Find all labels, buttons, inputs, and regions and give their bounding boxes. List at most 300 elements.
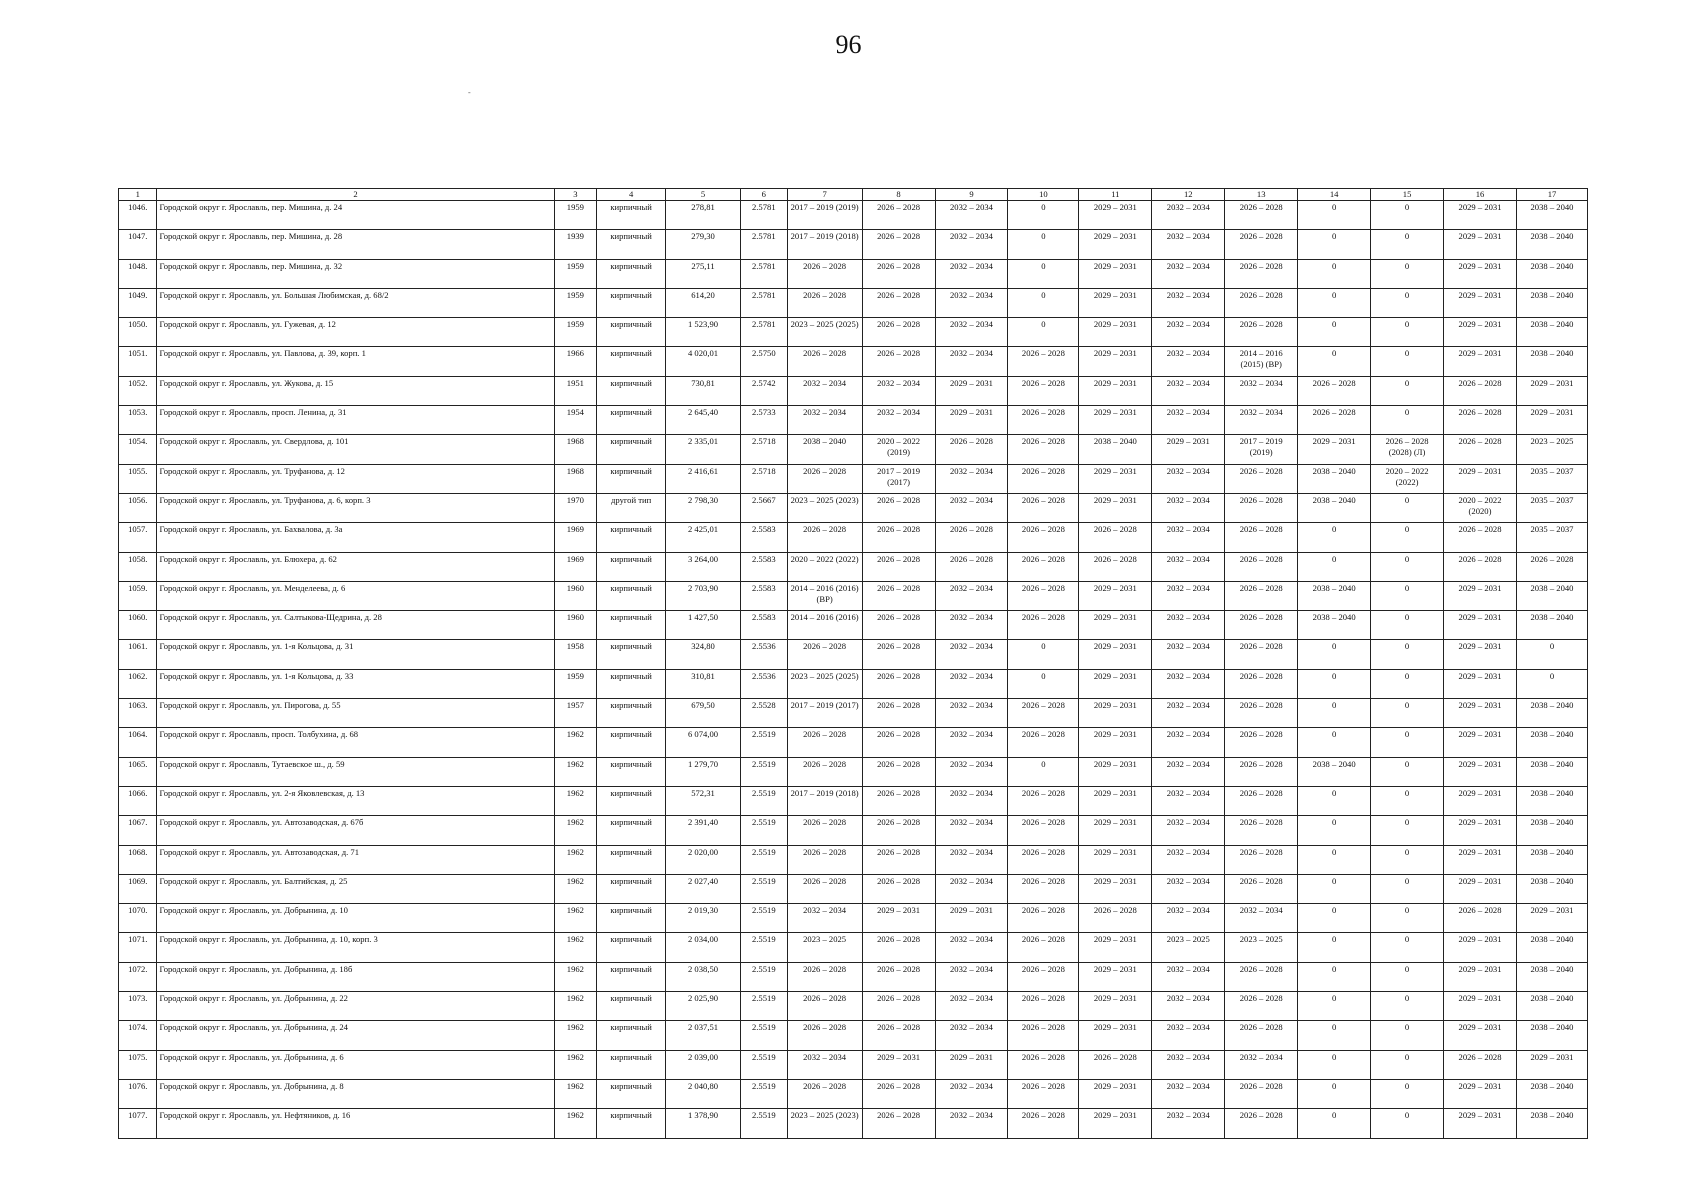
period-col-11-cell: 2029 – 2031 [1079, 493, 1152, 522]
year-built-cell: 1962 [554, 1050, 597, 1079]
address-cell: Городской округ г. Ярославль, ул. Павлова, д. 39, корп. 1 [157, 347, 554, 376]
period-col-11-cell: 2029 – 2031 [1079, 728, 1152, 757]
period-col-14-cell: 0 [1298, 904, 1371, 933]
period-col-9-cell: 2032 – 2034 [935, 318, 1008, 347]
period-col-9-cell: 2032 – 2034 [935, 874, 1008, 903]
period-col-7-cell: 2026 – 2028 [787, 523, 862, 552]
period-col-12-cell: 2032 – 2034 [1152, 259, 1225, 288]
area-cell: 2 335,01 [666, 435, 741, 464]
period-col-12-cell: 2032 – 2034 [1152, 669, 1225, 698]
row-number-cell: 1066. [119, 786, 157, 815]
period-col-7-cell: 2023 – 2025 (2025) [787, 669, 862, 698]
period-col-11-cell: 2029 – 2031 [1079, 376, 1152, 405]
period-col-8-cell: 2026 – 2028 [862, 992, 935, 1021]
period-col-17-cell: 2038 – 2040 [1516, 318, 1587, 347]
table-row [119, 816, 1588, 845]
period-col-16-cell: 2029 – 2031 [1444, 464, 1517, 493]
address-cell: Городской округ г. Ярославль, пер. Мишина, д. 32 [157, 259, 554, 288]
rating-cell: 2.5781 [741, 230, 788, 259]
period-col-7-cell: 2026 – 2028 [787, 347, 862, 376]
area-cell: 2 798,30 [666, 493, 741, 522]
year-built-cell: 1959 [554, 318, 597, 347]
period-col-12-cell: 2032 – 2034 [1152, 1050, 1225, 1079]
row-number-cell: 1050. [119, 318, 157, 347]
period-col-14-cell: 2026 – 2028 [1298, 406, 1371, 435]
period-col-17-cell: 2038 – 2040 [1516, 786, 1587, 815]
period-col-9-cell: 2032 – 2034 [935, 581, 1008, 610]
period-col-15-cell: 0 [1371, 816, 1444, 845]
wall-material-cell: кирпичный [597, 552, 666, 581]
rating-cell: 2.5519 [741, 962, 788, 991]
period-col-8-cell: 2026 – 2028 [862, 786, 935, 815]
rating-cell: 2.5536 [741, 640, 788, 669]
column-header-13: 13 [1225, 189, 1298, 201]
period-col-10-cell: 2026 – 2028 [1008, 464, 1079, 493]
period-col-16-cell: 2029 – 2031 [1444, 845, 1517, 874]
table-row [119, 523, 1588, 552]
period-col-17-cell: 2038 – 2040 [1516, 347, 1587, 376]
period-col-9-cell: 2029 – 2031 [935, 376, 1008, 405]
column-header-16: 16 [1444, 189, 1517, 201]
area-cell: 3 264,00 [666, 552, 741, 581]
row-number-cell: 1055. [119, 464, 157, 493]
period-col-7-cell: 2017 – 2019 (2018) [787, 230, 862, 259]
table-row [119, 1050, 1588, 1079]
rating-cell: 2.5519 [741, 992, 788, 1021]
period-col-13-cell: 2026 – 2028 [1225, 552, 1298, 581]
address-cell: Городской округ г. Ярославль, ул. Бахвалова, д. 3а [157, 523, 554, 552]
year-built-cell: 1962 [554, 728, 597, 757]
period-col-10-cell: 2026 – 2028 [1008, 523, 1079, 552]
wall-material-cell: кирпичный [597, 786, 666, 815]
period-col-16-cell: 2026 – 2028 [1444, 406, 1517, 435]
period-col-16-cell: 2029 – 2031 [1444, 347, 1517, 376]
wall-material-cell: кирпичный [597, 288, 666, 317]
period-col-15-cell: 0 [1371, 201, 1444, 230]
period-col-8-cell: 2026 – 2028 [862, 816, 935, 845]
period-col-17-cell: 2029 – 2031 [1516, 904, 1587, 933]
rating-cell: 2.5528 [741, 699, 788, 728]
period-col-8-cell: 2026 – 2028 [862, 640, 935, 669]
period-col-16-cell: 2029 – 2031 [1444, 640, 1517, 669]
period-col-12-cell: 2032 – 2034 [1152, 611, 1225, 640]
year-built-cell: 1939 [554, 230, 597, 259]
rating-cell: 2.5781 [741, 259, 788, 288]
table-body [119, 201, 1588, 1139]
address-cell: Городской округ г. Ярославль, ул. Салтыкова-Щедрина, д. 28 [157, 611, 554, 640]
period-col-16-cell: 2029 – 2031 [1444, 786, 1517, 815]
period-col-16-cell: 2029 – 2031 [1444, 1021, 1517, 1050]
period-col-7-cell: 2026 – 2028 [787, 640, 862, 669]
period-col-8-cell: 2026 – 2028 [862, 699, 935, 728]
period-col-8-cell: 2026 – 2028 [862, 523, 935, 552]
row-number-cell: 1069. [119, 874, 157, 903]
area-cell: 2 040,80 [666, 1079, 741, 1108]
period-col-8-cell: 2026 – 2028 [862, 288, 935, 317]
address-cell: Городской округ г. Ярославль, ул. 1-я Кольцова, д. 31 [157, 640, 554, 669]
period-col-8-cell: 2026 – 2028 [862, 1079, 935, 1108]
area-cell: 2 039,00 [666, 1050, 741, 1079]
row-number-cell: 1075. [119, 1050, 157, 1079]
period-col-8-cell: 2026 – 2028 [862, 581, 935, 610]
period-col-17-cell: 2038 – 2040 [1516, 288, 1587, 317]
period-col-13-cell: 2026 – 2028 [1225, 493, 1298, 522]
period-col-7-cell: 2026 – 2028 [787, 1079, 862, 1108]
period-col-9-cell: 2029 – 2031 [935, 1050, 1008, 1079]
period-col-16-cell: 2029 – 2031 [1444, 230, 1517, 259]
table-row [119, 201, 1588, 230]
period-col-12-cell: 2032 – 2034 [1152, 874, 1225, 903]
period-col-8-cell: 2026 – 2028 [862, 347, 935, 376]
wall-material-cell: кирпичный [597, 1021, 666, 1050]
period-col-13-cell: 2032 – 2034 [1225, 1050, 1298, 1079]
period-col-7-cell: 2017 – 2019 (2017) [787, 699, 862, 728]
year-built-cell: 1960 [554, 581, 597, 610]
period-col-16-cell: 2029 – 2031 [1444, 288, 1517, 317]
address-cell: Городской округ г. Ярославль, ул. Добрынина, д. 24 [157, 1021, 554, 1050]
period-col-10-cell: 0 [1008, 201, 1079, 230]
period-col-12-cell: 2032 – 2034 [1152, 1079, 1225, 1108]
period-col-14-cell: 0 [1298, 786, 1371, 815]
period-col-13-cell: 2026 – 2028 [1225, 757, 1298, 786]
period-col-11-cell: 2029 – 2031 [1079, 786, 1152, 815]
period-col-7-cell: 2026 – 2028 [787, 816, 862, 845]
period-col-12-cell: 2032 – 2034 [1152, 757, 1225, 786]
year-built-cell: 1962 [554, 845, 597, 874]
period-col-13-cell: 2026 – 2028 [1225, 640, 1298, 669]
address-cell: Городской округ г. Ярославль, ул. Добрынина, д. 18б [157, 962, 554, 991]
period-col-17-cell: 2035 – 2037 [1516, 523, 1587, 552]
address-cell: Городской округ г. Ярославль, ул. 2-я Яковлевская, д. 13 [157, 786, 554, 815]
row-number-cell: 1047. [119, 230, 157, 259]
area-cell: 730,81 [666, 376, 741, 405]
address-cell: Городской округ г. Ярославль, ул. Добрынина, д. 8 [157, 1079, 554, 1108]
period-col-10-cell: 2026 – 2028 [1008, 904, 1079, 933]
period-col-15-cell: 0 [1371, 933, 1444, 962]
period-col-14-cell: 0 [1298, 874, 1371, 903]
period-col-12-cell: 2032 – 2034 [1152, 845, 1225, 874]
period-col-11-cell: 2029 – 2031 [1079, 757, 1152, 786]
period-col-14-cell: 0 [1298, 288, 1371, 317]
period-col-15-cell: 0 [1371, 728, 1444, 757]
period-col-15-cell: 0 [1371, 904, 1444, 933]
column-header-7: 7 [787, 189, 862, 201]
period-col-14-cell: 2038 – 2040 [1298, 493, 1371, 522]
address-cell: Городской округ г. Ярославль, ул. Добрынина, д. 10 [157, 904, 554, 933]
period-col-15-cell: 0 [1371, 259, 1444, 288]
period-col-9-cell: 2029 – 2031 [935, 904, 1008, 933]
rating-cell: 2.5519 [741, 845, 788, 874]
period-col-14-cell: 2038 – 2040 [1298, 757, 1371, 786]
period-col-10-cell: 2026 – 2028 [1008, 493, 1079, 522]
period-col-11-cell: 2029 – 2031 [1079, 581, 1152, 610]
address-cell: Городской округ г. Ярославль, просп. Толбухина, д. 68 [157, 728, 554, 757]
area-cell: 1 279,70 [666, 757, 741, 786]
period-col-16-cell: 2029 – 2031 [1444, 611, 1517, 640]
period-col-13-cell: 2017 – 2019 (2019) [1225, 435, 1298, 464]
column-number-row [119, 189, 1588, 201]
period-col-14-cell: 0 [1298, 933, 1371, 962]
period-col-12-cell: 2032 – 2034 [1152, 816, 1225, 845]
area-cell: 2 391,40 [666, 816, 741, 845]
period-col-7-cell: 2026 – 2028 [787, 464, 862, 493]
rating-cell: 2.5519 [741, 1079, 788, 1108]
period-col-9-cell: 2026 – 2028 [935, 552, 1008, 581]
address-cell: Городской округ г. Ярославль, ул. Добрынина, д. 10, корп. 3 [157, 933, 554, 962]
period-col-11-cell: 2029 – 2031 [1079, 699, 1152, 728]
period-col-16-cell: 2029 – 2031 [1444, 933, 1517, 962]
period-col-13-cell: 2026 – 2028 [1225, 523, 1298, 552]
period-col-8-cell: 2026 – 2028 [862, 1021, 935, 1050]
table-row [119, 962, 1588, 991]
period-col-17-cell: 2038 – 2040 [1516, 201, 1587, 230]
period-col-12-cell: 2032 – 2034 [1152, 786, 1225, 815]
period-col-7-cell: 2014 – 2016 (2016) (ВР) [787, 581, 862, 610]
period-col-11-cell: 2029 – 2031 [1079, 640, 1152, 669]
address-cell: Городской округ г. Ярославль, ул. Автозаводская, д. 71 [157, 845, 554, 874]
period-col-7-cell: 2026 – 2028 [787, 874, 862, 903]
period-col-11-cell: 2029 – 2031 [1079, 464, 1152, 493]
rating-cell: 2.5519 [741, 816, 788, 845]
period-col-16-cell: 2026 – 2028 [1444, 376, 1517, 405]
period-col-15-cell: 0 [1371, 406, 1444, 435]
rating-cell: 2.5519 [741, 786, 788, 815]
area-cell: 2 645,40 [666, 406, 741, 435]
rating-cell: 2.5781 [741, 288, 788, 317]
table-row [119, 699, 1588, 728]
table-row [119, 288, 1588, 317]
column-header-8: 8 [862, 189, 935, 201]
period-col-7-cell: 2020 – 2022 (2022) [787, 552, 862, 581]
row-number-cell: 1068. [119, 845, 157, 874]
period-col-13-cell: 2026 – 2028 [1225, 259, 1298, 288]
period-col-10-cell: 2026 – 2028 [1008, 611, 1079, 640]
period-col-14-cell: 0 [1298, 1050, 1371, 1079]
row-number-cell: 1071. [119, 933, 157, 962]
period-col-7-cell: 2026 – 2028 [787, 728, 862, 757]
period-col-7-cell: 2026 – 2028 [787, 845, 862, 874]
rating-cell: 2.5536 [741, 669, 788, 698]
period-col-13-cell: 2026 – 2028 [1225, 992, 1298, 1021]
period-col-9-cell: 2032 – 2034 [935, 493, 1008, 522]
rating-cell: 2.5781 [741, 318, 788, 347]
period-col-15-cell: 0 [1371, 552, 1444, 581]
period-col-10-cell: 2026 – 2028 [1008, 1079, 1079, 1108]
column-header-5: 5 [666, 189, 741, 201]
row-number-cell: 1054. [119, 435, 157, 464]
period-col-8-cell: 2026 – 2028 [862, 552, 935, 581]
period-col-14-cell: 0 [1298, 845, 1371, 874]
period-col-9-cell: 2032 – 2034 [935, 816, 1008, 845]
period-col-10-cell: 2026 – 2028 [1008, 1050, 1079, 1079]
period-col-16-cell: 2029 – 2031 [1444, 201, 1517, 230]
period-col-9-cell: 2032 – 2034 [935, 1079, 1008, 1108]
wall-material-cell: кирпичный [597, 201, 666, 230]
year-built-cell: 1962 [554, 962, 597, 991]
period-col-7-cell: 2026 – 2028 [787, 1021, 862, 1050]
period-col-9-cell: 2032 – 2034 [935, 464, 1008, 493]
area-cell: 2 019,30 [666, 904, 741, 933]
wall-material-cell: кирпичный [597, 669, 666, 698]
address-cell: Городской округ г. Ярославль, ул. Добрынина, д. 22 [157, 992, 554, 1021]
period-col-11-cell: 2029 – 2031 [1079, 933, 1152, 962]
wall-material-cell: кирпичный [597, 581, 666, 610]
period-col-9-cell: 2029 – 2031 [935, 406, 1008, 435]
period-col-8-cell: 2026 – 2028 [862, 669, 935, 698]
period-col-16-cell: 2026 – 2028 [1444, 435, 1517, 464]
period-col-15-cell: 0 [1371, 347, 1444, 376]
period-col-15-cell: 0 [1371, 1021, 1444, 1050]
address-cell: Городской округ г. Ярославль, ул. Пирогова, д. 55 [157, 699, 554, 728]
stray-mark: - [468, 88, 471, 97]
period-col-16-cell: 2029 – 2031 [1444, 728, 1517, 757]
period-col-13-cell: 2026 – 2028 [1225, 786, 1298, 815]
period-col-12-cell: 2032 – 2034 [1152, 523, 1225, 552]
period-col-11-cell: 2029 – 2031 [1079, 669, 1152, 698]
period-col-14-cell: 0 [1298, 640, 1371, 669]
period-col-10-cell: 2026 – 2028 [1008, 874, 1079, 903]
period-col-14-cell: 0 [1298, 669, 1371, 698]
area-cell: 2 020,00 [666, 845, 741, 874]
table-row [119, 845, 1588, 874]
period-col-7-cell: 2023 – 2025 (2023) [787, 493, 862, 522]
address-cell: Городской округ г. Ярославль, пер. Мишина, д. 24 [157, 201, 554, 230]
wall-material-cell: кирпичный [597, 259, 666, 288]
column-header-14: 14 [1298, 189, 1371, 201]
period-col-17-cell: 0 [1516, 669, 1587, 698]
row-number-cell: 1046. [119, 201, 157, 230]
period-col-13-cell: 2026 – 2028 [1225, 1021, 1298, 1050]
row-number-cell: 1067. [119, 816, 157, 845]
wall-material-cell: кирпичный [597, 523, 666, 552]
period-col-9-cell: 2032 – 2034 [935, 728, 1008, 757]
area-cell: 279,30 [666, 230, 741, 259]
period-col-9-cell: 2032 – 2034 [935, 757, 1008, 786]
period-col-12-cell: 2032 – 2034 [1152, 640, 1225, 669]
rating-cell: 2.5583 [741, 552, 788, 581]
period-col-11-cell: 2029 – 2031 [1079, 230, 1152, 259]
period-col-7-cell: 2026 – 2028 [787, 259, 862, 288]
row-number-cell: 1053. [119, 406, 157, 435]
period-col-17-cell: 2038 – 2040 [1516, 874, 1587, 903]
period-col-13-cell: 2026 – 2028 [1225, 318, 1298, 347]
period-col-17-cell: 2038 – 2040 [1516, 728, 1587, 757]
period-col-9-cell: 2032 – 2034 [935, 611, 1008, 640]
rating-cell: 2.5742 [741, 376, 788, 405]
wall-material-cell: кирпичный [597, 376, 666, 405]
period-col-11-cell: 2029 – 2031 [1079, 201, 1152, 230]
period-col-12-cell: 2032 – 2034 [1152, 699, 1225, 728]
period-col-15-cell: 0 [1371, 874, 1444, 903]
year-built-cell: 1962 [554, 816, 597, 845]
period-col-7-cell: 2026 – 2028 [787, 288, 862, 317]
period-col-15-cell: 0 [1371, 318, 1444, 347]
row-number-cell: 1064. [119, 728, 157, 757]
period-col-17-cell: 2038 – 2040 [1516, 699, 1587, 728]
area-cell: 2 425,01 [666, 523, 741, 552]
period-col-10-cell: 0 [1008, 259, 1079, 288]
period-col-10-cell: 0 [1008, 669, 1079, 698]
period-col-10-cell: 2026 – 2028 [1008, 581, 1079, 610]
year-built-cell: 1962 [554, 1079, 597, 1108]
period-col-7-cell: 2032 – 2034 [787, 1050, 862, 1079]
address-cell: Городской округ г. Ярославль, просп. Ленина, д. 31 [157, 406, 554, 435]
wall-material-cell: кирпичный [597, 816, 666, 845]
address-cell: Городской округ г. Ярославль, ул. Свердлова, д. 101 [157, 435, 554, 464]
year-built-cell: 1968 [554, 464, 597, 493]
period-col-15-cell: 0 [1371, 493, 1444, 522]
column-header-10: 10 [1008, 189, 1079, 201]
period-col-12-cell: 2023 – 2025 [1152, 933, 1225, 962]
period-col-14-cell: 2029 – 2031 [1298, 435, 1371, 464]
rating-cell: 2.5519 [741, 1050, 788, 1079]
table-row [119, 406, 1588, 435]
period-col-15-cell: 2020 – 2022 (2022) [1371, 464, 1444, 493]
table-row [119, 581, 1588, 610]
period-col-10-cell: 2026 – 2028 [1008, 962, 1079, 991]
period-col-12-cell: 2032 – 2034 [1152, 318, 1225, 347]
year-built-cell: 1962 [554, 874, 597, 903]
row-number-cell: 1057. [119, 523, 157, 552]
year-built-cell: 1962 [554, 1109, 597, 1138]
address-cell: Городской округ г. Ярославль, ул. Балтийская, д. 25 [157, 874, 554, 903]
period-col-13-cell: 2026 – 2028 [1225, 669, 1298, 698]
rating-cell: 2.5583 [741, 611, 788, 640]
wall-material-cell: кирпичный [597, 904, 666, 933]
period-col-14-cell: 0 [1298, 699, 1371, 728]
period-col-8-cell: 2026 – 2028 [862, 318, 935, 347]
period-col-13-cell: 2032 – 2034 [1225, 406, 1298, 435]
period-col-15-cell: 0 [1371, 757, 1444, 786]
area-cell: 1 523,90 [666, 318, 741, 347]
period-col-16-cell: 2029 – 2031 [1444, 757, 1517, 786]
period-col-16-cell: 2029 – 2031 [1444, 1109, 1517, 1138]
rating-cell: 2.5733 [741, 406, 788, 435]
wall-material-cell: кирпичный [597, 1079, 666, 1108]
year-built-cell: 1962 [554, 933, 597, 962]
period-col-10-cell: 0 [1008, 230, 1079, 259]
period-col-10-cell: 2026 – 2028 [1008, 845, 1079, 874]
rating-cell: 2.5781 [741, 201, 788, 230]
period-col-15-cell: 0 [1371, 581, 1444, 610]
period-col-11-cell: 2029 – 2031 [1079, 962, 1152, 991]
table-row [119, 230, 1588, 259]
period-col-9-cell: 2032 – 2034 [935, 992, 1008, 1021]
period-col-17-cell: 2038 – 2040 [1516, 845, 1587, 874]
row-number-cell: 1058. [119, 552, 157, 581]
period-col-7-cell: 2023 – 2025 (2025) [787, 318, 862, 347]
period-col-8-cell: 2026 – 2028 [862, 611, 935, 640]
year-built-cell: 1962 [554, 1021, 597, 1050]
wall-material-cell: кирпичный [597, 318, 666, 347]
column-header-15: 15 [1371, 189, 1444, 201]
row-number-cell: 1074. [119, 1021, 157, 1050]
period-col-16-cell: 2026 – 2028 [1444, 1050, 1517, 1079]
table-row [119, 669, 1588, 698]
period-col-17-cell: 2038 – 2040 [1516, 611, 1587, 640]
area-cell: 275,11 [666, 259, 741, 288]
period-col-10-cell: 2026 – 2028 [1008, 406, 1079, 435]
column-header-6: 6 [741, 189, 788, 201]
period-col-16-cell: 2029 – 2031 [1444, 669, 1517, 698]
period-col-14-cell: 0 [1298, 347, 1371, 376]
period-col-8-cell: 2026 – 2028 [862, 201, 935, 230]
period-col-14-cell: 0 [1298, 1021, 1371, 1050]
period-col-12-cell: 2032 – 2034 [1152, 962, 1225, 991]
period-col-13-cell: 2026 – 2028 [1225, 962, 1298, 991]
table-row [119, 552, 1588, 581]
area-cell: 4 020,01 [666, 347, 741, 376]
